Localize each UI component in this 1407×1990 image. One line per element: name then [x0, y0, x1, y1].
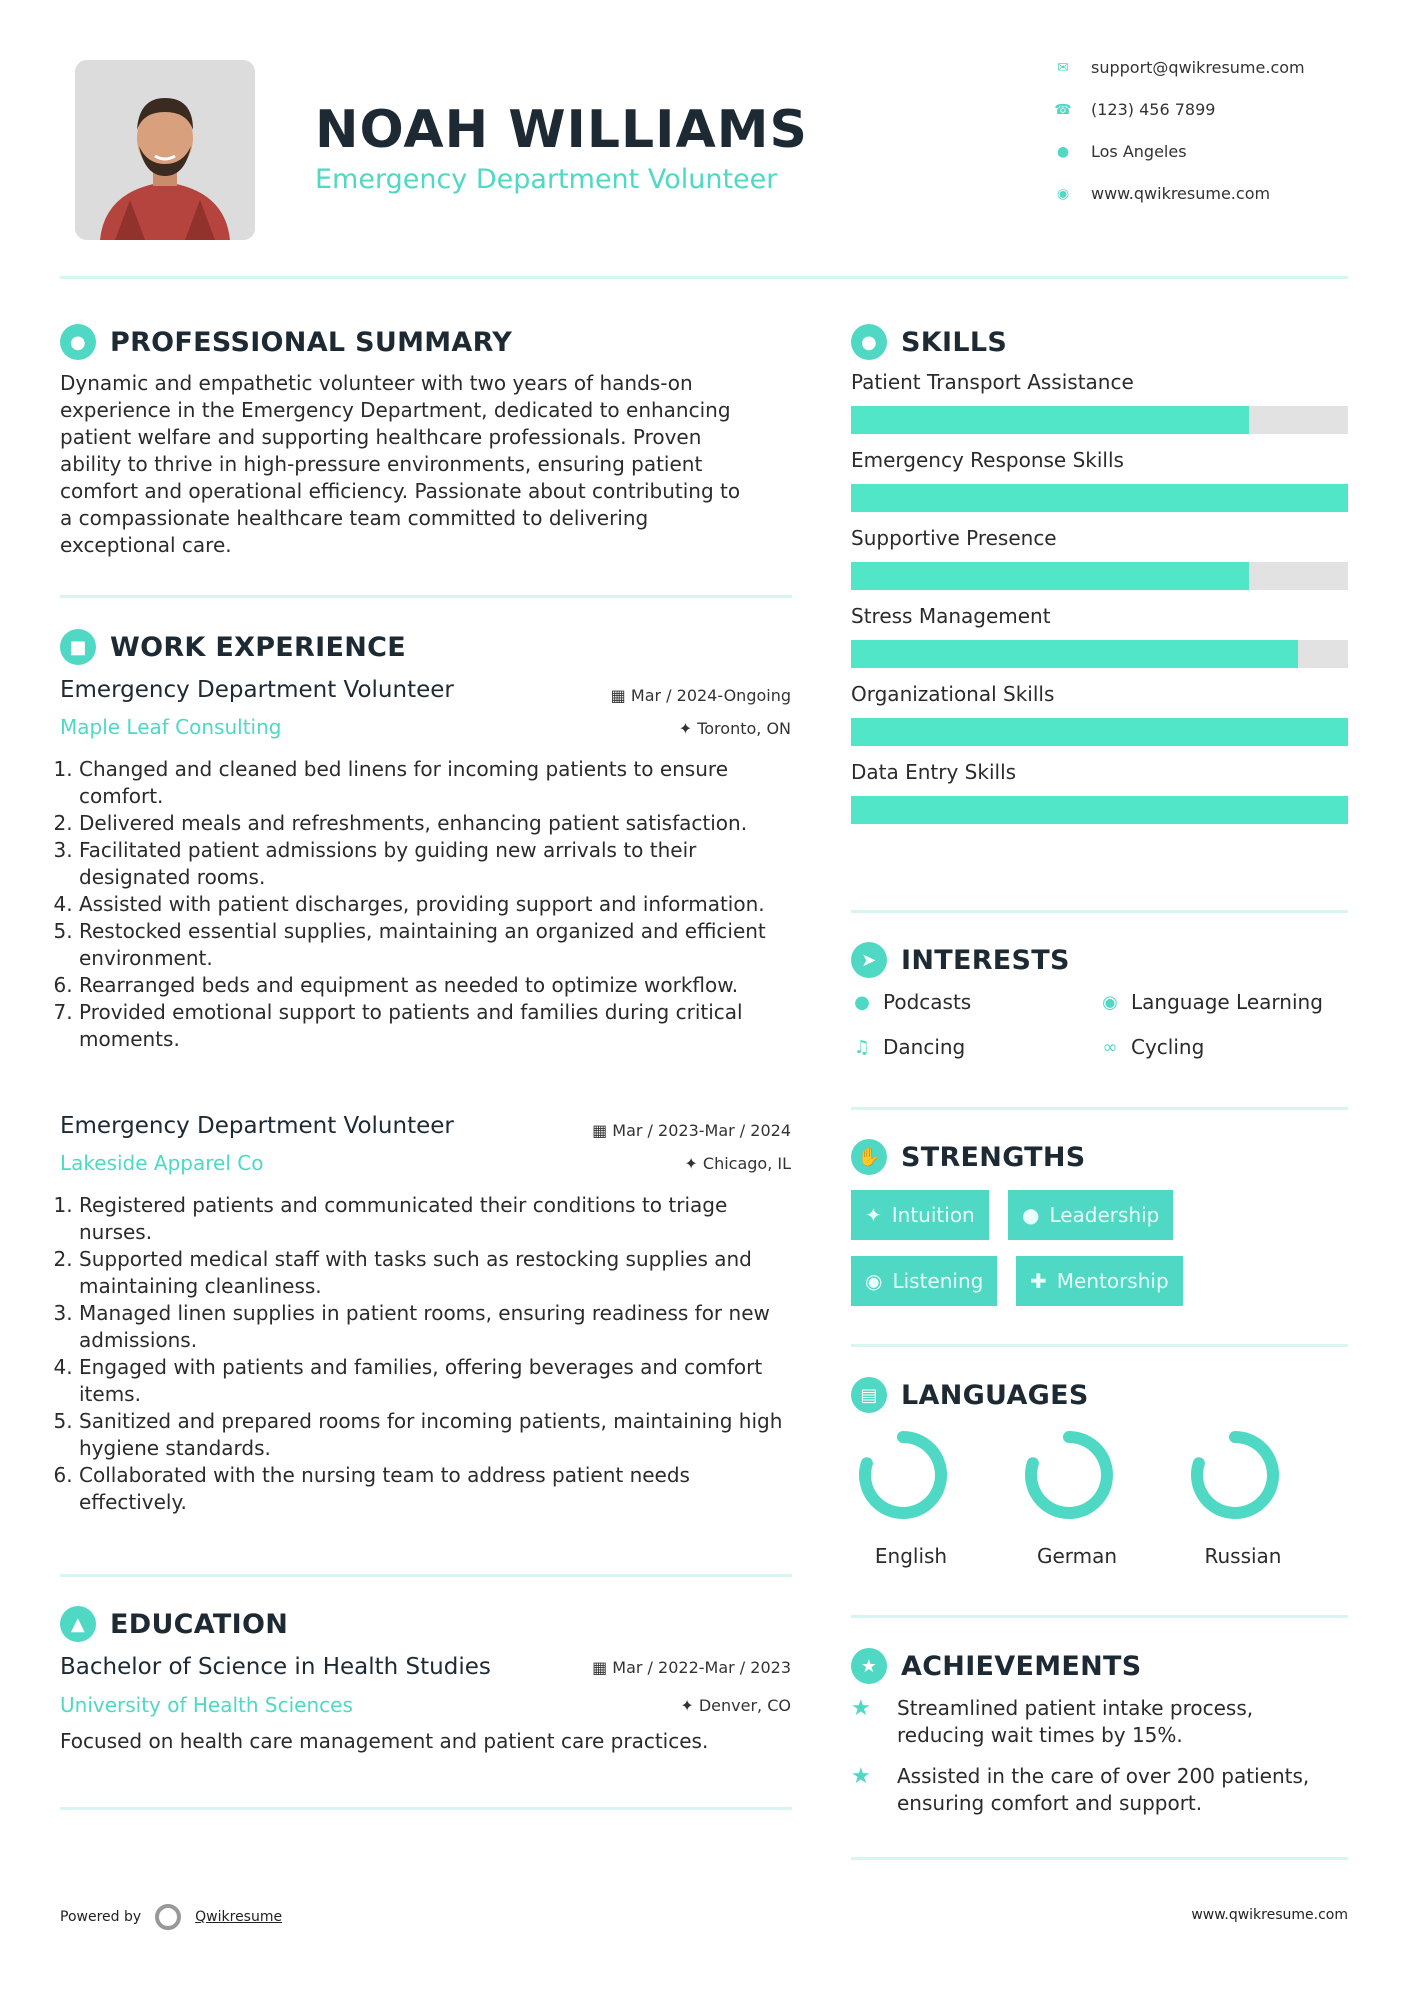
- contact-website[interactable]: [1055, 184, 1270, 203]
- summary-divider: [60, 595, 792, 598]
- qwikresume-logo-icon: [155, 1904, 181, 1930]
- interests-divider: [851, 1107, 1348, 1110]
- list-item: 6. Collaborated with the nursing team to address patient needs effectively.: [79, 1462, 800, 1516]
- strength-listening: [851, 1256, 997, 1306]
- user-plus-icon: ✚: [1030, 1269, 1047, 1293]
- education-degree: Bachelor of Science in Health Studies: [60, 1654, 491, 1680]
- job-2-date: [592, 1121, 791, 1140]
- wand-icon: ✦: [865, 1203, 882, 1227]
- list-item: 5. Restocked essential supplies, maintaining an organized and efficient environment.: [79, 918, 800, 972]
- achievement-item: [851, 1695, 1348, 1749]
- shooting-star-icon: ★: [851, 1696, 871, 1721]
- languages-divider: [851, 1615, 1348, 1618]
- job-1-duties: [60, 756, 800, 1053]
- skills-heading: [851, 324, 1007, 360]
- education-school: University of Health Sciences: [60, 1693, 353, 1717]
- work-heading: [60, 629, 406, 665]
- skills-title: SKILLS: [901, 326, 1008, 358]
- strength-intuition: [851, 1190, 989, 1240]
- interests-title: INTERESTS: [901, 944, 1070, 976]
- interest-podcasts: [851, 990, 971, 1014]
- skill-bar: [851, 718, 1348, 746]
- fist-icon: ✋: [851, 1139, 887, 1175]
- contact-location-text: Los Angeles: [1091, 142, 1187, 161]
- interest-label: Dancing: [883, 1035, 966, 1059]
- skill-label: Supportive Presence: [851, 526, 1057, 550]
- interests-heading: [851, 942, 1070, 978]
- interest-label: Cycling: [1131, 1035, 1205, 1059]
- pin-icon: ✦: [684, 1154, 698, 1173]
- education-divider: [60, 1807, 792, 1810]
- user-icon: ●: [60, 324, 96, 360]
- summary-line: Dynamic and empathetic volunteer with two years of hands-on: [60, 371, 693, 395]
- language-ring-english: [865, 1437, 941, 1513]
- job-2-company: Lakeside Apparel Co: [60, 1151, 264, 1175]
- skill-label: Organizational Skills: [851, 682, 1055, 706]
- job-2-title: Emergency Department Volunteer: [60, 1113, 454, 1139]
- skill-bar: [851, 796, 1348, 824]
- skill-bar-fill: [851, 640, 1298, 668]
- skill-label: Patient Transport Assistance: [851, 370, 1134, 394]
- summary-line: ability to thrive in high-pressure environments, ensuring patient: [60, 452, 703, 476]
- list-item: 5. Sanitized and prepared rooms for incoming patients, maintaining high hygiene standards.: [79, 1408, 800, 1462]
- list-item: 1. Changed and cleaned bed linens for incoming patients to ensure comfort.: [79, 756, 800, 810]
- education-heading: [60, 1606, 288, 1642]
- skill-bar-fill: [851, 718, 1348, 746]
- language-icon: ▤: [851, 1377, 887, 1413]
- job-2-location-text: Chicago, IL: [702, 1154, 791, 1173]
- briefcase-icon: ■: [60, 629, 96, 665]
- education-description: Focused on health care management and patient care practices.: [60, 1729, 709, 1753]
- list-item: 1. Registered patients and communicated their conditions to triage nurses.: [79, 1192, 800, 1246]
- summary-line: experience in the Emergency Department, dedicated to enhancing: [60, 398, 731, 422]
- interest-label: Podcasts: [883, 990, 972, 1014]
- phone-icon: ☎: [1054, 101, 1072, 118]
- language-label-german: German: [1036, 1544, 1118, 1568]
- interest-cycling: [1099, 1035, 1204, 1059]
- job-2-duties: [60, 1192, 800, 1516]
- microphone-icon: ●: [854, 991, 870, 1013]
- languages-heading: [851, 1377, 1089, 1413]
- header-divider: [60, 276, 1348, 279]
- list-item: 2. Supported medical staff with tasks such as restocking supplies and maintaining cleanliness.: [79, 1246, 800, 1300]
- candidate-name: NOAH WILLIAMS: [315, 100, 808, 160]
- summary-title: PROFESSIONAL SUMMARY: [110, 326, 513, 358]
- skill-label: Stress Management: [851, 604, 1051, 628]
- skill-label: Data Entry Skills: [851, 760, 1017, 784]
- achievement-line: reducing wait times by 15%.: [897, 1723, 1183, 1747]
- job-1-date-text: Mar / 2024-Ongoing: [630, 686, 791, 705]
- skills-list: [851, 370, 1348, 824]
- paper-plane-icon: ➤: [851, 942, 887, 978]
- achievements-divider: [851, 1857, 1348, 1860]
- summary-line: exceptional care.: [60, 533, 232, 557]
- list-item: 6. Rearranged beds and equipment as needed to optimize workflow.: [79, 972, 800, 999]
- contact-email[interactable]: [1055, 58, 1305, 77]
- profile-photo: [75, 60, 255, 240]
- globe-icon: ◉: [1056, 185, 1070, 202]
- globe-icon: ◉: [1102, 991, 1118, 1013]
- contact-location: [1055, 142, 1187, 161]
- job-2-location: [684, 1154, 791, 1173]
- strength-label: Listening: [892, 1269, 984, 1293]
- star-badge-icon: ★: [851, 1648, 887, 1684]
- users-icon: ●: [1022, 1203, 1040, 1227]
- skill-bar: [851, 640, 1348, 668]
- person-portrait-icon: [75, 60, 255, 240]
- summary-heading: [60, 324, 512, 360]
- skill-bar-fill: [851, 796, 1348, 824]
- job-1-location: [679, 719, 791, 738]
- contact-phone[interactable]: [1055, 100, 1215, 119]
- list-item: 2. Delivered meals and refreshments, enhancing patient satisfaction.: [79, 810, 800, 837]
- skills-divider: [851, 910, 1348, 913]
- strengths-divider: [851, 1344, 1348, 1347]
- headphones-icon: ◉: [865, 1269, 883, 1293]
- achievements-heading: [851, 1648, 1142, 1684]
- strengths-heading: [851, 1139, 1086, 1175]
- strength-leadership: [1008, 1190, 1173, 1240]
- education-date: [592, 1658, 791, 1677]
- skill-bar-fill: [851, 406, 1249, 434]
- skill-bar-fill: [851, 562, 1249, 590]
- list-item: 3. Managed linen supplies in patient rooms, ensuring readiness for new admissions.: [79, 1300, 800, 1354]
- envelope-icon: ✉: [1057, 59, 1069, 76]
- skill-bar: [851, 406, 1348, 434]
- language-label-russian: Russian: [1204, 1544, 1282, 1568]
- contact-phone-text: (123) 456 7899: [1091, 100, 1216, 119]
- language-label-english: English: [874, 1544, 948, 1568]
- achievement-line: Assisted in the care of over 200 patients,: [897, 1764, 1310, 1788]
- strength-label: Intuition: [891, 1203, 975, 1227]
- language-ring-russian: [1197, 1437, 1273, 1513]
- job-1-date: [611, 686, 791, 705]
- shooting-star-icon: ★: [851, 1764, 871, 1789]
- calendar-icon: ▦: [592, 1121, 608, 1140]
- achievements-title: ACHIEVEMENTS: [901, 1650, 1142, 1682]
- bicycle-icon: ∞: [1102, 1036, 1118, 1058]
- skill-bar: [851, 562, 1348, 590]
- list-item: 4. Engaged with patients and families, offering beverages and comfort items.: [79, 1354, 800, 1408]
- interest-language-learning: [1099, 990, 1323, 1014]
- lightbulb-icon: ●: [851, 324, 887, 360]
- education-location: [680, 1696, 791, 1715]
- achievement-item: [851, 1763, 1348, 1817]
- education-date-text: Mar / 2022-Mar / 2023: [612, 1658, 791, 1677]
- skill-bar-fill: [851, 484, 1348, 512]
- strength-label: Mentorship: [1056, 1269, 1169, 1293]
- summary-line: comfort and operational efficiency. Passionate about contributing to: [60, 479, 741, 503]
- work-title: WORK EXPERIENCE: [110, 631, 406, 663]
- summary-line: a compassionate healthcare team committed to delivering: [60, 506, 649, 530]
- summary-line: patient welfare and supporting healthcare professionals. Proven: [60, 425, 702, 449]
- list-item: 7. Provided emotional support to patients and families during critical moments.: [79, 999, 800, 1053]
- achievement-line: Streamlined patient intake process,: [897, 1696, 1254, 1720]
- footer-website[interactable]: www.qwikresume.com: [1191, 1907, 1348, 1923]
- education-location-text: Denver, CO: [698, 1696, 791, 1715]
- job-2-date-text: Mar / 2023-Mar / 2024: [612, 1121, 791, 1140]
- contact-website-text: www.qwikresume.com: [1091, 184, 1271, 203]
- strength-label: Leadership: [1049, 1203, 1160, 1227]
- job-1-company: Maple Leaf Consulting: [60, 715, 282, 739]
- powered-by-text: Powered by: [60, 1909, 142, 1925]
- map-pin-icon: ●: [1056, 143, 1070, 160]
- work-divider: [60, 1574, 792, 1577]
- skill-label: Emergency Response Skills: [851, 448, 1124, 472]
- brand-link[interactable]: Qwikresume: [195, 1909, 283, 1925]
- pin-icon: ✦: [680, 1696, 694, 1715]
- languages-title: LANGUAGES: [901, 1379, 1089, 1411]
- summary-text: [60, 370, 800, 559]
- candidate-role: Emergency Department Volunteer: [315, 164, 778, 195]
- contact-email-text: support@qwikresume.com: [1091, 58, 1305, 77]
- strength-mentorship: [1016, 1256, 1183, 1306]
- music-note-icon: ♫: [853, 1036, 871, 1058]
- education-title: EDUCATION: [110, 1608, 289, 1640]
- list-item: 3. Facilitated patient admissions by guiding new arrivals to their designated rooms.: [79, 837, 800, 891]
- strengths-title: STRENGTHS: [901, 1141, 1086, 1173]
- job-1-title: Emergency Department Volunteer: [60, 677, 454, 703]
- achievement-line: ensuring comfort and support.: [897, 1791, 1203, 1815]
- footer-powered: [60, 1904, 282, 1930]
- list-item: 4. Assisted with patient discharges, providing support and information.: [79, 891, 800, 918]
- calendar-icon: ▦: [610, 686, 626, 705]
- pin-icon: ✦: [678, 719, 693, 738]
- interest-dancing: [851, 1035, 965, 1059]
- job-1-location-text: Toronto, ON: [697, 719, 791, 738]
- calendar-icon: ▦: [592, 1658, 608, 1677]
- language-ring-german: [1031, 1437, 1107, 1513]
- skill-bar: [851, 484, 1348, 512]
- graduation-icon: ▲: [60, 1606, 96, 1642]
- interest-label: Language Learning: [1131, 990, 1323, 1014]
